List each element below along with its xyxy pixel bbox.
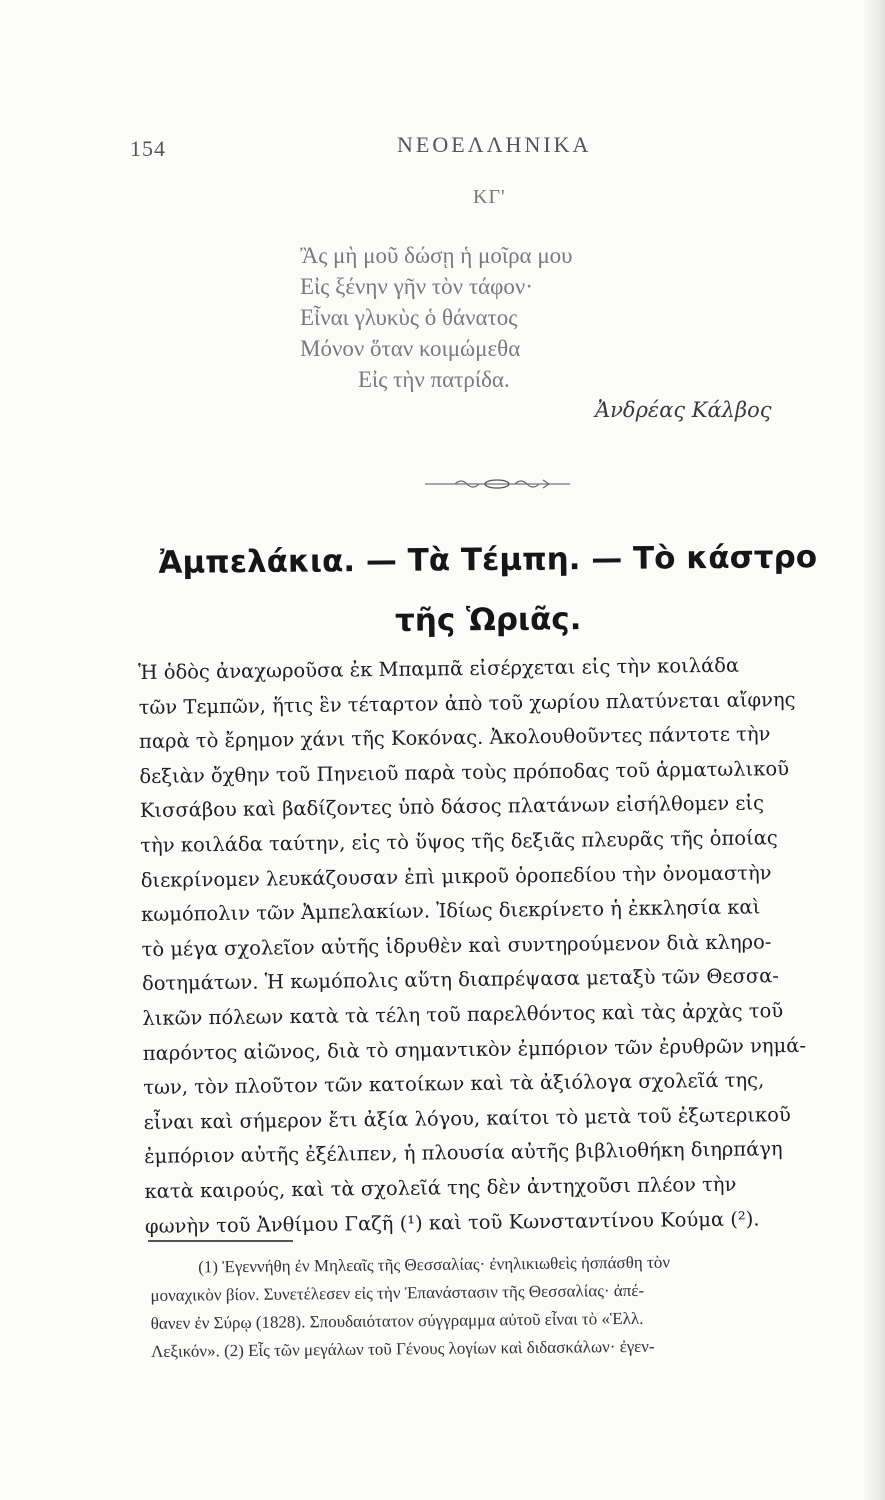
body-line: διεκρίνομεν λευκάζουσαν ἐπὶ μικροῦ ὀροπεδίου τὴν ὀνομαστὴν bbox=[140, 860, 772, 892]
body-line: των, τὸν πλοῦτον τῶν κατοίκων καὶ τὰ ἀξιόλογα σχολεῖά της, bbox=[143, 1068, 765, 1100]
poem-line: Μόνον ὅταν κοιμώμεθα bbox=[300, 336, 521, 361]
poem-verse bbox=[300, 240, 573, 395]
section-title bbox=[147, 527, 828, 653]
section-title-line: Ἀμπελάκια. — Τὰ Τέμπη. — Τὸ κάστρο bbox=[158, 539, 818, 581]
footnote-line: (1) Ἐγεννήθη ἐν Μηλεαῖς τῆς Θεσσαλίας· ἐνηλικιωθεὶς ἠσπάσθη τὸν bbox=[198, 1252, 671, 1277]
poem-line: Ἂς μὴ μοῦ δώσῃ ἡ μοῖρα μου bbox=[300, 243, 573, 268]
body-line: φωνὴν τοῦ Ἀνθίμου Γαζῆ (¹) καὶ τοῦ Κωνσταντίνου Κούμα (²). bbox=[144, 1206, 760, 1238]
body-line: κατὰ καιρούς, καὶ τὰ σχολεῖά της δὲν ἀντηχοῦσι πλέον τὴν bbox=[144, 1172, 737, 1203]
poem-number: ΚΓ' bbox=[473, 186, 506, 208]
body-line: δεξιὰν ὄχθην τοῦ Πηνειοῦ παρὰ τοὺς πρόποδας τοῦ ἁρματωλικοῦ bbox=[139, 756, 790, 788]
poem-line: Εἶναι γλυκὺς ὁ θάνατος bbox=[300, 305, 518, 330]
body-paragraph bbox=[138, 647, 875, 1244]
poem-line: Εἰς ξένην γῆν τὸν τάφον· bbox=[300, 274, 533, 299]
body-line: δοτημάτων. Ἡ κωμόπολις αὕτη διαπρέψασα μεταξὺ τῶν Θεσσα- bbox=[141, 964, 780, 996]
footnote-divider bbox=[148, 1240, 293, 1242]
body-line: παρόντος αἰῶνος, διὰ τὸ σημαντικὸν ἐμπόριον τῶν ἐρυθρῶν νημά- bbox=[142, 1033, 807, 1065]
poem-line: Εἰς τὴν πατρίδα. bbox=[358, 367, 510, 392]
footnote-line: Λεξικόν». (2) Εἷς τῶν μεγάλων τοῦ Γένους λογίων καὶ διδασκάλων· ἐγεν- bbox=[150, 1336, 655, 1361]
page-header bbox=[130, 132, 730, 162]
poem-signature: Ἀνδρέας Κάλβος bbox=[595, 398, 772, 422]
footnotes bbox=[150, 1246, 871, 1366]
running-head: ΝΕΟΕΛΛΗΝΙΚΑ bbox=[397, 132, 592, 157]
body-line: τὴν κοιλάδα ταύτην, εἰς τὸ ὕψος τῆς δεξιᾶς πλευρᾶς τῆς ὁποίας bbox=[140, 826, 778, 857]
page-number: 154 bbox=[130, 136, 166, 161]
body-line: κωμόπολιν τῶν Ἀμπελακίων. Ἰδίως διεκρίνετο ἡ ἐκκλησία καὶ bbox=[141, 895, 761, 927]
ornament-divider-icon bbox=[425, 476, 570, 492]
body-line: τὸ μέγα σχολεῖον αὐτῆς ἱδρυθὲν καὶ συντηρούμενον διὰ κληρο- bbox=[141, 930, 772, 961]
section-title-line: τῆς Ὡριᾶς. bbox=[394, 601, 582, 639]
footnote-line: θανεν ἐν Σύρῳ (1828). Σπουδαιότατον σύγγραμμα αὐτοῦ εἶναι τὸ «Ἑλλ. bbox=[150, 1308, 644, 1333]
body-line: Κισσάβου καὶ βαδίζοντες ὑπὸ δάσος πλατάνων εἰσήλθομεν εἰς bbox=[139, 791, 765, 823]
footnote-line: μοναχικὸν βίον. Συνετέλεσεν εἰς τὴν Ἐπανάστασιν τῆς Θεσσαλίας· ἀπέ- bbox=[150, 1280, 645, 1305]
body-line: λικῶν πόλεων κατὰ τὰ τέλη τοῦ παρελθόντος καὶ τὰς ἀρχὰς τοῦ bbox=[142, 999, 784, 1030]
body-line: εἶναι καὶ σήμερον ἔτι ἀξία λόγου, καίτοι τὸ μετὰ τοῦ ἐξωτερικοῦ bbox=[143, 1102, 791, 1134]
body-line: ἐμπόριον αὐτῆς ἐξέλιπεν, ἡ πλουσία αὐτῆς βιβλιοθήκη διηρπάγη bbox=[143, 1137, 783, 1169]
body-line: τῶν Τεμπῶν, ἥτις ἓν τέταρτον ἀπὸ τοῦ χωρίου πλατύνεται αἴφνης bbox=[138, 687, 796, 719]
body-line: Ἡ ὁδὸς ἀναχωροῦσα ἐκ Μπαμπᾶ εἰσέρχεται εἰς τὴν κοιλάδα bbox=[138, 653, 740, 684]
body-line: παρὰ τὸ ἔρημον χάνι τῆς Κοκόνας. Ἀκολουθοῦντες πάντοτε τὴν bbox=[138, 722, 771, 754]
